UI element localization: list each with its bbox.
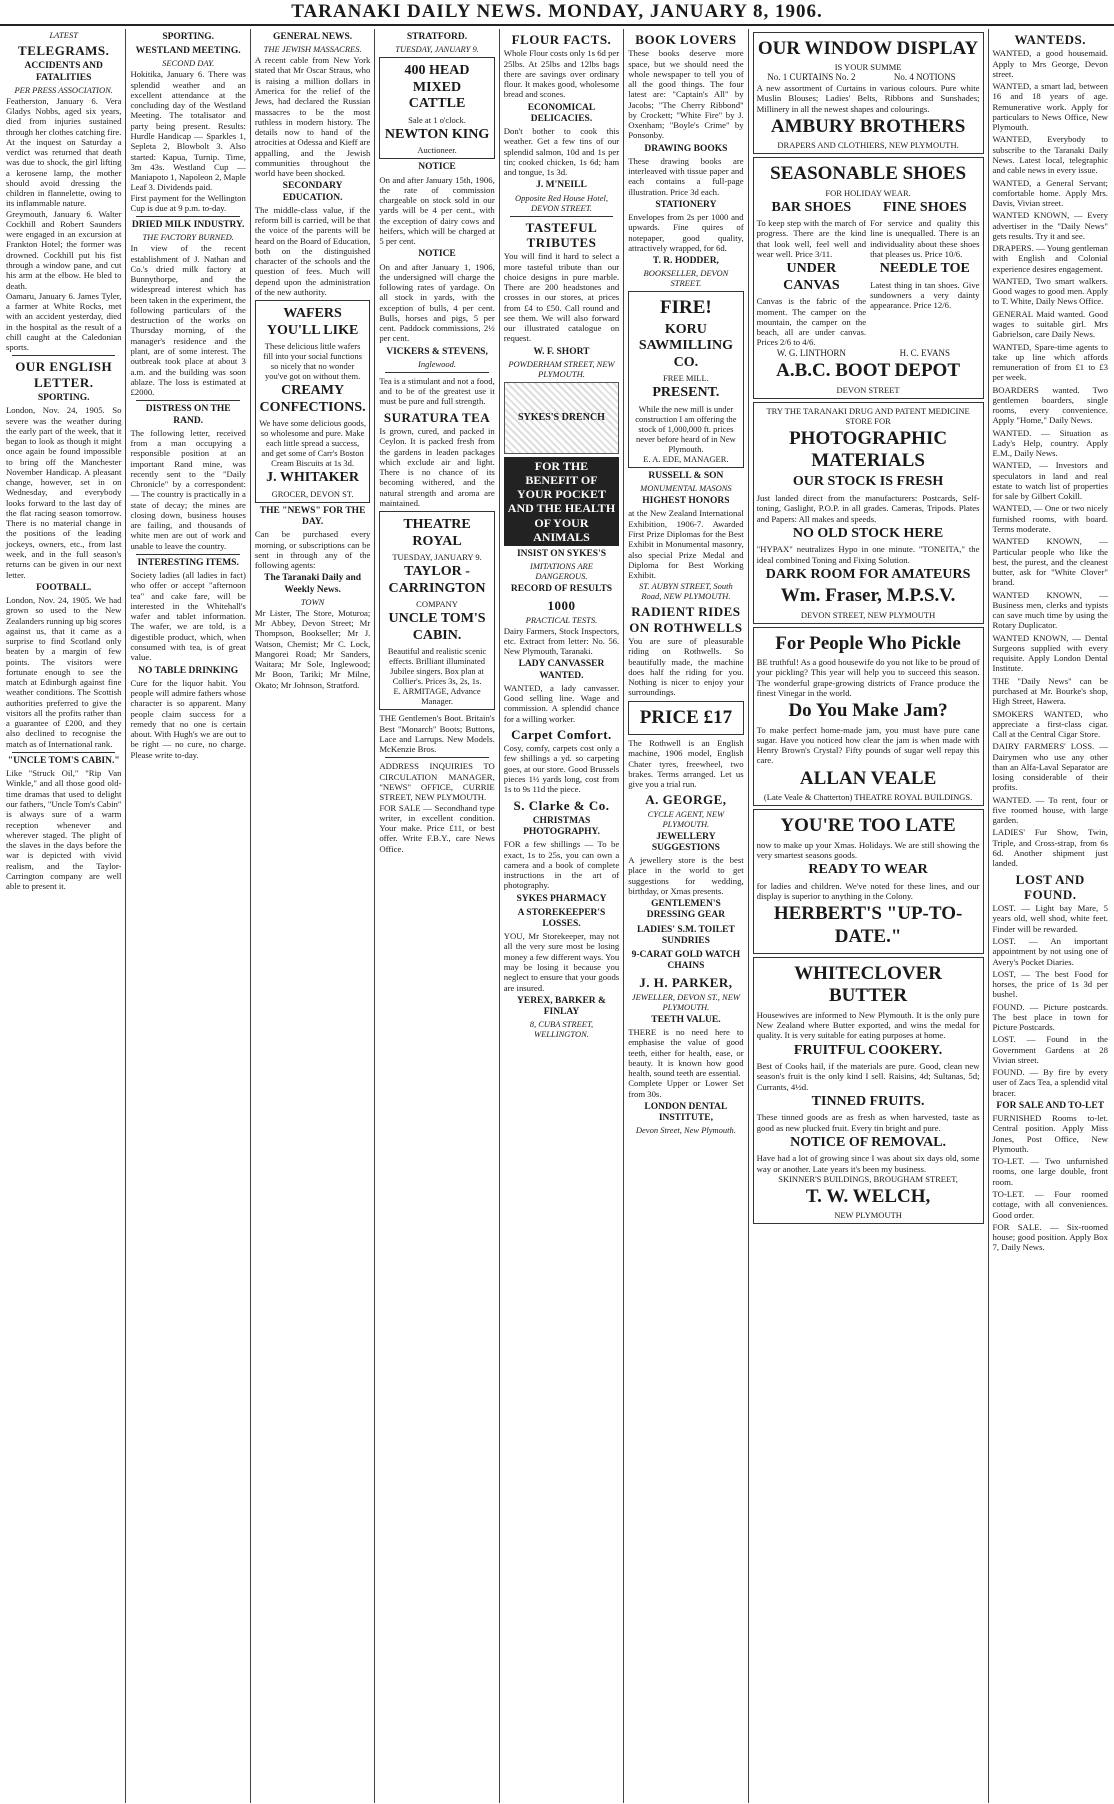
- koru-name: KORU SAWMILLING CO.: [638, 321, 733, 370]
- russell-sub: MONUMENTAL MASONS: [640, 483, 732, 494]
- classified-item: WANTED, — One or two nicely furnished rooms, with board. Terms moderate.: [992, 503, 1111, 535]
- ambury-name: AMBURY BROTHERS: [770, 115, 966, 137]
- veale-ad: [753, 627, 984, 806]
- jam-heading: Do You Make Jam?: [788, 700, 948, 722]
- storekeeper-heading: A STOREKEEPER'S LOSSES.: [517, 907, 606, 930]
- classified-item: WANTED, a General Servant; comfortable home. Apply Mrs. Davis, Vivian street.: [992, 177, 1111, 209]
- bar-shoes-box: [756, 198, 869, 260]
- classified-item: LADIES' Fur Show, Twin, Triple, and Cross-strap, from 6s 6d. Another shipment just landed.: [992, 827, 1111, 869]
- divider: [136, 554, 239, 555]
- article-body: Oamaru, January 6. James Tyler, a farmer at White Rocks, met with an accident yesterday, died in the hospital as the result of a chill caught at the Caledonian sports.: [6, 290, 124, 353]
- article-body: London, Nov. 24, 1905. So severe was the weather during the early part of the week, that it began to look as though it might once again be found impossible to bring off the Manchester November Handicap. A pleasant change, however, set in on Wednesday, and everybody looks forward to the last day of the flat racing season tomorrow. There is no material change in the positions of the leading jockeys, owners, etc., from last week, and in the full season's returns can be given in our next letter.: [6, 405, 124, 580]
- cow-illustration: [504, 382, 619, 454]
- accidents-subheading: ACCIDENTS AND FATALITIES: [24, 61, 103, 83]
- article-body: Greymouth, January 6. Walter Cockhill and Robert Saunders were engaged in an excursion at Frankton Hotel; the former was drowned. Cockhill put his fist through a window pane, and cut his arm at the elbow. He bled to death.: [6, 208, 124, 291]
- second-day-subheading: SECOND DAY.: [162, 58, 215, 69]
- classified-item: WANTED. — To rent, four or five roomed house, with large garden.: [992, 794, 1111, 826]
- classified-item: WANTED, Two smart walkers. Good wages to good men. Apply to T. White, Daily News Office.: [992, 275, 1111, 307]
- company-label: COMPANY: [416, 599, 458, 610]
- creamy-title: CREAMY CONFECTIONS.: [259, 383, 366, 415]
- wanteds-heading: WANTEDS.: [1014, 32, 1086, 47]
- classified-item: LOST, — The best Food for horses, the price of 1s 3d per bushel.: [992, 968, 1111, 1000]
- fine-shoes-title: FINE SHOES: [882, 199, 967, 215]
- welch-ad: [753, 957, 984, 1224]
- mneill-address: Opposite Red House Hotel, DEVON STREET.: [514, 192, 608, 213]
- lost-list: [992, 903, 1111, 1098]
- article-body: A recent cable from New York stated that Mr Oscar Straus, who is raising a million dollars in America for the relief of the Jews, had declared the Russian massacres to be the most ruthless in modern history. The details now to hand of the atrocities at Odessa and Kieff are appalling, and the Jewish communities throughout the world have been shocked.: [254, 55, 373, 179]
- notions-row: [757, 72, 980, 83]
- tasteful-heading: TASTEFUL TRIBUTES: [525, 219, 598, 250]
- play-title: UNCLE TOM'S CABIN.: [388, 611, 486, 643]
- classified-item: WANTED KNOWN, — Business men, clerks and typists can save much time by using the Rotary Duplicator.: [992, 589, 1111, 631]
- clover-body: Housewives are informed to New Plymouth. It is the only pure New Zealand where Butter exported, and wins the medal for quality. It is very suitable for eating purposes at home.: [756, 1009, 982, 1041]
- article-body: THERE is no need here to emphasise the value of good teeth, either for health, ease, or beauty. It is known how good health, sound teeth are essential.: [628, 1026, 746, 1079]
- theatre-ad: [379, 511, 494, 710]
- sporting-subheading: SPORTING.: [37, 393, 90, 404]
- russell-name: RUSSELL & SON: [648, 471, 724, 482]
- george-sub: CYCLE AGENT, NEW PLYMOUTH.: [647, 808, 725, 829]
- column-sporting: [126, 29, 250, 1803]
- fire-heading: FIRE!: [660, 297, 712, 319]
- parker-address: JEWELLER, DEVON ST., NEW PLYMOUTH.: [631, 991, 740, 1012]
- classified-item: WANTED, — Investors and speculators in land and real estate to watch list of properties for sale by Gilbert Cokill.: [992, 460, 1111, 502]
- herbert-ad: [753, 809, 984, 954]
- agents-list: Mr Lister, The Store, Moturoa; Mr Abbey, Devon Street; Mr Thompson, Bookseller; Mr J. Watson, Chemist; Mr C. Lock, Mangorei Road; Mr Sanders, Waitara; Mr Sole, Inglewood; Mr Boon, Tariki; Mr Milne, Okato; Mr Johnson, Stratford.: [254, 607, 373, 690]
- short-address: POWDERHAM STREET, NEW PLYMOUTH.: [508, 358, 615, 379]
- abc-sub: DEVON STREET: [836, 384, 900, 395]
- drawing-heading: DRAWING BOOKS: [644, 143, 728, 154]
- vickers-place: Inglewood.: [418, 358, 457, 369]
- stratford-date: TUESDAY, JANUARY 9.: [395, 44, 479, 55]
- company-name: TAYLOR - CARRINGTON: [388, 564, 486, 596]
- play-details: Beautiful and realistic scenic effects. Brilliant illuminated Jubilee singers. Box plan at Collier's. Prices 3s, 2s, 1s.: [387, 646, 487, 687]
- article-body: THE Gentlemen's Boot. Britain's Best "Monarch" Boots; Buttons, Lace and Larrups. New Models. McKenzie Bros.: [379, 713, 497, 755]
- record-heading: RECORD OF RESULTS: [510, 584, 613, 595]
- notions-label: No. 4 NOTIONS: [893, 72, 956, 83]
- news-heading: THE "NEWS" FOR THE DAY.: [259, 505, 366, 528]
- cattle-title: 400 HEAD MIXED CATTLE: [404, 63, 470, 112]
- article-body: Hokitika, January 6. There was splendid weather and an excellent attendance at the concluding day of the Westland Meeting. The totalisator and party being present. Results: Hurdle Handicap — Sparkles 1, Sepleta 2, Blowbolt 3. Also started: Kapua, Turnip. Time, 3m 43s. Westland Cup — Maniapoto 1, Napoleon 2, Maple Leaf 3. Dividends paid.: [130, 69, 249, 193]
- article-body: Like "Struck Oil," "Rip Van Winkle," and all those good old-time dramas that used to delight our fathers, "Uncle Tom's Cabin" is always sure of a warm reception whenever and wherever staged. The plight of the slaves in the days before the war is depicted with vivid realism, and the Taylor-Carrington company are well able to present it.: [6, 768, 124, 892]
- window-display-ad: [753, 32, 984, 154]
- economical-heading: ECONOMICAL DELICACIES.: [527, 102, 596, 124]
- secondary-education-heading: SECONDARY EDUCATION.: [282, 181, 343, 203]
- auctioneer-name: NEWTON KING: [384, 126, 490, 142]
- shoes-sub: FOR HOLIDAY WEAR.: [825, 187, 911, 198]
- column-books: [624, 29, 748, 1803]
- theatre-title: THEATRE ROYAL: [403, 517, 471, 549]
- columns: [0, 26, 1114, 1803]
- classified-item: BOARDERS wanted. Two gentlemen boarders, single rooms, every convenience. Apply "Home," Daily News.: [992, 384, 1111, 426]
- classified-item: TO-LET. — Two unfurnished rooms, one large double, front room.: [992, 1156, 1111, 1187]
- canvas-title: UNDER CANVAS: [783, 261, 840, 293]
- hodder-address: BOOKSELLER, DEVON STREET.: [643, 268, 729, 289]
- veale-sub: (Late Veale & Chatterton) THEATRE ROYAL BUILDINGS.: [763, 792, 973, 803]
- clarke-name: S. Clarke & Co.: [513, 797, 610, 813]
- fruitful-body: Best of Cooks hail, if the materials are pure. Good, clean new season's fruit is the only kind I sell. Raisins, 4d; Sultanas, 5d; Currants, 4½d.: [756, 1061, 982, 1092]
- late-heading: YOU'RE TOO LATE: [780, 815, 956, 837]
- photo-heading: PHOTOGRAPHIC MATERIALS: [789, 427, 948, 472]
- classified-item: TO-LET. — Four roomed cottage, with all conveniences. Good order.: [992, 1189, 1111, 1220]
- sykes-drench-label: SYKES'S DRENCH: [517, 412, 605, 423]
- article-body: Cosy, comfy, carpets cost only a few shillings a yd. so carpeting goes, at our store. Good Brussels pieces 1½ yards long, cost from 1s to 9s 11d the piece.: [503, 743, 622, 795]
- classified-item: WANTED KNOWN, — Particular people who like the best, the purest, and the cleanest butter, ask for "White Clover" brand.: [992, 536, 1111, 588]
- masthead: [0, 0, 1114, 26]
- stock-body: Just landed direct from the manufacturers: Postcards, Self-toning, Gaslight, P.O.P. in all grades. Cameras, Tripods. Plates and Papers: All makes and speeds.: [756, 493, 982, 524]
- whitaker-address: GROCER, DEVON ST.: [271, 488, 354, 499]
- shoes-row-2: [757, 259, 980, 347]
- window-body: A new assortment of Curtains in various colours. Pure white Muslin Blouses; Ladies' Belts, Ribbons and Sunshades; Millinery in all the newest shapes and colourings.: [756, 83, 982, 114]
- wafers-title: WAFERS YOU'LL LIKE: [266, 306, 359, 338]
- classified-item: DRAPERS. — Young gentleman with English and Colonial experience desires engagement.: [992, 243, 1111, 274]
- shoes-heading: SEASONABLE SHOES: [770, 163, 967, 185]
- wafers-text: These delicious little wafers fill into your social functions so nicely that no wonder you've got on without them.: [263, 341, 362, 382]
- classified-item: SMOKERS WANTED, who appreciate a first-class cigar. Call at the Central Cigar Store.: [992, 708, 1111, 740]
- column-stratford: [375, 29, 499, 1803]
- article-body: A jewellery store is the best place in the world to get suggestions for wedding, birthday, or Xmas presents.: [628, 855, 746, 896]
- pickle-heading: For People Who Pickle: [775, 632, 961, 654]
- article-body: These books deserve more space, but we should need the whole newspaper to tell you of all the good things. The four latest are: "Captain's All" by Jacobs; "The Cherry Ribbond" by Crockett; "White Fire" by J. Oxenham; "Boyle's Crime" by Ponsonby.: [628, 48, 746, 141]
- creamy-text: We have some delicious goods, so wholesome and pure. Make each little spread a success, and get some of Carr's Boston Cream Biscuits at 1s 3d.: [259, 418, 366, 469]
- george-name: A. GEORGE,: [645, 792, 727, 808]
- present-heading: PRESENT.: [652, 385, 720, 401]
- lady-heading: LADY CANVASSER WANTED.: [518, 659, 605, 681]
- dental-address: Devon Street, New Plymouth.: [635, 1125, 736, 1136]
- classified-item: WANTED, Everybody to subscribe to the Taranaki Daily News. Latest local, telegraphic and cable news in every issue.: [992, 134, 1111, 176]
- christmas-heading: CHRISTMAS PHOTOGRAPHY.: [523, 815, 600, 838]
- article-body: The middle-class value, if the reform bill is carried, will be that the voice of the parents will be heard on the Board of Education, both on the distinguished character of the schools and the question of fees. Much will depend upon the administration of the new authority.: [254, 204, 373, 297]
- ready-heading: READY TO WEAR: [808, 862, 928, 878]
- darkroom-heading: DARK ROOM FOR AMATEURS: [765, 566, 971, 582]
- removal-heading: NOTICE OF REMOVAL.: [790, 1134, 947, 1150]
- abc-name: A.B.C. BOOT DEPOT: [776, 360, 961, 382]
- article-body: FOR a few shillings — To be exact, 1s to 25s, you can own a camera and a book of complete instructions in the art of photography.: [503, 839, 622, 891]
- carpet-heading: Carpet Comfort.: [511, 726, 612, 742]
- welch-sub: NEW PLYMOUTH: [834, 1210, 902, 1221]
- general-news-heading: GENERAL NEWS.: [273, 32, 353, 42]
- notice-body: On and after January 15th, 1906, the rate of commission chargeable on stock sold in our yards will be 4 per cent., with the exception of dairy cows and heifers, which will be charged at 5 per cent.: [379, 174, 497, 247]
- parker-name: J. H. PARKER,: [639, 975, 733, 991]
- column-general-news: [251, 29, 375, 1803]
- sykes-banner: FOR THE BENEFIT OF YOUR POCKET AND THE HEALTH OF YOUR ANIMALS: [504, 457, 619, 546]
- article-body: Dairy Farmers, Stock Inspectors, etc. Extract from letter: No. 56. New Plymouth, Taranaki.: [503, 625, 622, 657]
- article-body: Don't bother to cook this weather. Get a few tins of our splendid salmon, 10d and 1s per tin; cooked chicken, 1s 6d; ham and tongue, 1s 3d.: [503, 126, 622, 178]
- suratura-heading: SURATURA TEA: [383, 409, 491, 425]
- ambury-sub: DRAPERS AND CLOTHIERS, NEW PLYMOUTH.: [777, 140, 959, 151]
- massacres-subheading: THE JEWISH MASSACRES.: [263, 44, 362, 55]
- clover-heading: WHITECLOVER BUTTER: [794, 962, 942, 1007]
- hypax-body: "HYPAX" neutralizes Hypo in one minute. "TONEITA," the ideal combined Toning and Fixing Solution.: [756, 544, 982, 565]
- stratford-heading: STRATFORD.: [406, 32, 468, 42]
- article-body: The Rothwell is an English machine, 1906 model, English Chater tyres, freewheel, two brakes. Terms arranged. Let us give you a trial run.: [628, 738, 746, 790]
- milk-subheading: THE FACTORY BURNED.: [142, 232, 234, 243]
- bar-shoes-text: To keep step with the march of progress. There are the kind that look well, feel well and wear well. Price 3/11.: [756, 218, 869, 259]
- article-body: at the New Zealand International Exhibition, 1906-7. Awarded First Prize Diplomas for the Best Exhibit in Monumental masonry, also special Prize Medal and Diploma for Best Working Exhibit.: [628, 508, 746, 581]
- classified-item: WANTED. — Situation as Lady's Help, country. Apply E.M., Daily News.: [992, 427, 1111, 459]
- article-body: WANTED, a lady canvasser. Good selling line. Wage and commission. A splendid chance for a willing worker.: [503, 682, 622, 724]
- gentlemen-heading: GENTLEMEN'S DRESSING GEAR: [646, 899, 726, 921]
- lost-found-heading: LOST AND FOUND.: [1015, 871, 1085, 902]
- classified-item: FURNISHED Rooms to-let. Central position. Apply Miss Jones, Post Office, New Plymouth.: [992, 1113, 1111, 1154]
- football-subheading: FOOTBALL.: [36, 582, 92, 593]
- window-heading: OUR WINDOW DISPLAY: [757, 38, 979, 59]
- shoes-row-1: [757, 198, 980, 260]
- divider: [510, 216, 613, 217]
- divider: [12, 355, 115, 356]
- auctioneer-role: Auctioneer.: [417, 145, 457, 156]
- divider: [12, 752, 115, 753]
- article-body: Cure for the liquor habit. You people will admire fathers whose character is so apparent. Many people claim success for a remedy that no one is certain about. With Hugh's we are out to be right — no cure, no charge. Please write to-day.: [130, 677, 249, 760]
- curtains-label: No. 1 CURTAINS No. 2: [767, 72, 856, 83]
- classified-item: WANTED, Spare-time agents to take up line which affords remuneration of from £1 to £3 per week.: [992, 341, 1111, 383]
- article-body: You will find it hard to select a more tasteful tribute than our choice designs in pure marble. There are 200 headstones and crosses in our stores, at prices from £4 to £50. Call round and see them. We will also forward our illustrated catalogue on request.: [503, 251, 622, 344]
- classified-item: LOST. — Light bay Mare, 5 years old, well shod, white feet. Finder will be rewarded.: [992, 903, 1111, 934]
- fruitful-heading: FRUITFUL COOKERY.: [793, 1042, 943, 1058]
- drug-store-line: TRY THE TARANAKI DRUG AND PATENT MEDICINE STORE FOR: [766, 405, 970, 426]
- article-body: Can be purchased every morning, or subscriptions can be sent in through any of the following agents:: [254, 529, 373, 571]
- classified-item: FOR SALE. — Six-roomed house; good position. Apply Box 7, Daily News.: [992, 1221, 1111, 1253]
- article-body: Whole Flour costs only 1s 6d per 25lbs. At 25lbs and 12lbs bags there are savings over ordinary flour. It makes good, wholesome bread and scones.: [503, 48, 622, 100]
- fine-shoes-text: For service and quality this line is unequalled. There is an individuality about these shoes that pleases us. Price 10/6.: [870, 218, 982, 259]
- classified-item: DAIRY FARMERS' LOSS. — Dairymen who use any other than an Alfa-Laval Separator are losing considerable of their profits.: [992, 741, 1111, 793]
- article-body: Featherston, January 6. Vera Gladys Nobbs, aged six years, died from injuries sustained through her clothes catching fire. At the inquest on Saturday a verdict was returned that death was due to shock, the girl lifting a kerosene lamp, the mother should avoid dressing the children in flannelette, owing to its inflammable nature.: [6, 95, 124, 209]
- classified-item: WANTED, a smart lad, between 16 and 18 years of age. Remunerative work. Apply for particulars to News Office, New Plymouth.: [992, 81, 1111, 133]
- agents-label: TOWN: [300, 596, 325, 607]
- koru-manager: E. A. EDE, MANAGER.: [643, 454, 729, 465]
- record-number: 1000: [547, 598, 576, 614]
- proprietors-row: [757, 348, 980, 359]
- article-body: These drawing books are interleaved with tissue paper and each contains a full-page illustration. Price 3d each.: [628, 155, 746, 197]
- milk-heading: DRIED MILK INDUSTRY.: [131, 220, 245, 231]
- classified-item: FOUND. — Picture postcards. The best place in town for Picture Postcards.: [992, 1001, 1111, 1033]
- divider: [136, 216, 239, 217]
- dental-name: LONDON DENTAL INSTITUTE,: [644, 1101, 728, 1124]
- bar-shoes-title: BAR SHOES: [771, 199, 852, 215]
- article-body: Tea is a stimulant and not a food, and to be of the greatest use it must be pure and full strength.: [379, 375, 497, 407]
- sundries-heading: LADIES' S.M. TOILET SUNDRIES: [636, 924, 735, 946]
- article-body: London, Nov. 24, 1905. We had grown so used to the New Zealanders running up big scores against us, that it came as a surprise to find Scotland only beaten by a margin of few points. The visitors were fortunate enough to see the match at Edinburgh against fine weather conditions. The Scottish authorities preferred to give the visitors all the profits rather than a guarantee of £200, and they also declined to recognise the match as of International rank.: [6, 594, 124, 749]
- koru-ad: [628, 291, 743, 468]
- removal-body: Have had a lot of growing since I was about six days old, some way or another. Late years it's been my business.: [756, 1153, 982, 1174]
- herbert-name: HERBERT'S "UP-TO-DATE.": [773, 903, 963, 947]
- english-letter-heading: OUR ENGLISH LETTER.: [15, 359, 113, 390]
- tinned-heading: TINNED FRUITS.: [811, 1093, 925, 1109]
- sale-list: [992, 1113, 1111, 1253]
- honors-heading: HIGHEST HONORS: [642, 496, 730, 507]
- canvas-box: [756, 259, 869, 348]
- wafers-ad: [255, 300, 370, 503]
- article-body: Is grown, cured, and packed in Ceylon. It is packed fresh from the gardens in leaden packages which exclude air and light. There is no chance of its becoming withered, and the natural strength and aroma are maintained.: [379, 426, 497, 508]
- article-body: You are sure of pleasurable riding on Rothwells. So beautifully made, the machine does half the riding for you. Nothing is nicer to enjoy your surroundings.: [628, 636, 746, 698]
- yerex-name: YEREX, BARKER & FINLAY: [517, 995, 606, 1018]
- book-lovers-heading: BOOK LOVERS: [635, 32, 737, 47]
- kicker: LATEST: [49, 30, 78, 40]
- theatre-date: TUESDAY, JANUARY 9.: [392, 552, 482, 563]
- column-wanteds: [989, 29, 1112, 1803]
- welch-name: T. W. WELCH,: [805, 1185, 931, 1207]
- veale-name: ALLAN VEALE: [799, 767, 937, 789]
- article-body: FOR SALE — Secondhand type writer, in excellent condition. Your make. Price £11, or best offer. Write F.B.Y., care News Office.: [379, 802, 497, 854]
- telegrams-heading: TELEGRAMS.: [18, 43, 110, 59]
- article-body: Society ladies (all ladies in fact) who offer or accept "afternoon tea" and cake fare, will be interested in the Whitehall's wafer and tablet information. The wafer, we are told, is a digestible product, which, when consumed with tea, is of great value.: [130, 570, 249, 663]
- column-advertisements: [749, 29, 989, 1803]
- no-table-heading: NO TABLE DRINKING: [138, 665, 239, 676]
- classified-item: WANTED KNOWN, — Every advertiser in the "Daily News" gets results. Try it and see.: [992, 210, 1111, 241]
- divider: [385, 757, 488, 758]
- column-telegrams: [2, 29, 126, 1803]
- price-heading: PRICE £17: [639, 706, 733, 728]
- jewellery-heading: JEWELLERY SUGGESTIONS: [651, 831, 720, 853]
- needle-box: [870, 259, 982, 347]
- ready-body: for ladies and children. We've noted for these lines, and our display is superior to anything in the Colony.: [756, 880, 982, 901]
- jam-body: To make perfect home-made jam, you must have pure cane sugar. Have you noticed how clear the jam is when made with Henry Brown's Crystal? Fifty pounds of sugar well repay this care.: [756, 724, 982, 766]
- weekly-heading: The Taranaki Daily and Weekly News.: [264, 573, 362, 595]
- sykes-insist: INSIST ON SYKES'S: [516, 548, 606, 559]
- notice-heading: NOTICE: [418, 162, 456, 173]
- whitaker-name: J. WHITAKER: [266, 470, 360, 486]
- article-body: In view of the recent establishment of J. Nathan and Co.'s dried milk factory at Bunnythorpe, and the widespread interest which has been taken in the experiment, the following particulars of the destruction of the works on Thursday morning, of the manager's residence and the plant, are of some interest. The outbreak took place at about 3 a.m. and the building was soon ablaze. The loss is estimated at £2000.: [130, 243, 249, 398]
- divider: [385, 372, 488, 373]
- rand-heading: DISTRESS ON THE RAND.: [145, 404, 231, 426]
- classified-item: LOST. — An important appointment by not using one of Avery's Pocket Diaries.: [992, 935, 1111, 967]
- short-name: W. F. SHORT: [533, 346, 590, 357]
- article-body: Envelopes from 2s per 1000 and upwards. Fine quires of notepaper, good quality, attractively wrapped, for 6d.: [628, 212, 746, 253]
- classified-item: WANTED, a good housemaid. Apply to Mrs George, Devon street.: [992, 48, 1111, 79]
- shoes-ad: [753, 157, 984, 398]
- notice-body: On and after January 1, 1906, the undersigned will charge the following rates of yardage. On all stock in yards, with the exception of bulls, 4 per cent. Bulls, horses and pigs, 5 per cent. Paddock commissions, 2½ per cent.: [379, 261, 497, 344]
- canvas-text: Canvas is the fabric of the moment. The camper on the mountain, the camper on the beach, all are under canvas. Prices 2/6 to 4/6.: [756, 296, 869, 348]
- article-body: The following letter, received from a man occupying a responsible position at an important Rand mine, was recently sent to the "Daily Chronicle" by a correspondent: — The country is practically in a state of decay; the mines are closing down, business houses are failing, and thousands of white men are out of work and unable to leave the country.: [130, 427, 249, 551]
- tinned-body: These tinned goods are as fresh as when harvested, taste as good as new plucked fruit. Every tin bright and pure.: [756, 1112, 982, 1133]
- sykes-warning: IMITATIONS ARE DANGEROUS.: [530, 561, 593, 582]
- fraser-address: DEVON STREET, NEW PLYMOUTH: [800, 609, 936, 620]
- stationery-heading: STATIONERY: [655, 199, 717, 210]
- byline: PER PRESS ASSOCIATION.: [14, 84, 113, 95]
- article-body: First payment for the Wellington Cup is due at 9 p.m. to-day.: [130, 192, 249, 213]
- flour-heading: FLOUR FACTS.: [511, 32, 612, 47]
- carat-heading: 9-CARAT GOLD WATCH CHAINS: [631, 950, 741, 972]
- fraser-name: Wm. Fraser, M.P.S.V.: [780, 585, 956, 607]
- mneill-name: J. M'NEILL: [536, 180, 587, 191]
- needle-text: Latest thing in tan shoes. Give sundowners a very dainty appearance. Price 12/6.: [870, 279, 982, 311]
- masthead-title: TARANAKI DAILY NEWS.: [291, 1, 543, 22]
- divider: [136, 400, 239, 401]
- sporting-heading: SPORTING.: [162, 32, 214, 42]
- masthead-date: MONDAY, JANUARY 8, 1906.: [548, 1, 823, 22]
- radiant-heading: RADIENT RIDES ON ROTHWELLS: [629, 604, 743, 635]
- classified-item: FOUND. — By fire by every user of Zacs Tea, a splendid vital bracer.: [992, 1067, 1111, 1098]
- classified-item: GENERAL Maid wanted. Good wages to suitable girl. Mrs Gabrielson, care Daily News.: [992, 308, 1111, 340]
- notice-heading: NOTICE: [418, 249, 456, 260]
- yerex-address: 8, CUBA STREET, WELLINGTON.: [529, 1019, 594, 1040]
- uncle-tom-heading: "UNCLE TOM'S CABIN.": [7, 755, 120, 766]
- cattle-ad: [379, 57, 494, 159]
- late-body: now to make up your Xmas. Holidays. We are still showing the very smartest seasons goods.: [756, 839, 982, 860]
- window-sub: IS YOUR SUMME: [834, 62, 902, 73]
- advance-manager: E. ARMITAGE, Advance Manager.: [393, 686, 481, 707]
- pickle-body: BE truthful! As a good housewife do you not like to be proud of your pickling? This year will help you to succeed this season. The wonderful grape-growing districts of France produce the finest Vinegar in the world.: [756, 657, 982, 698]
- classified-item: WANTED KNOWN, — Dental Surgeons supplied with every requisite. Apply London Dental Institute.: [992, 632, 1111, 674]
- stock-heading: OUR STOCK IS FRESH: [792, 474, 944, 490]
- fine-shoes-box: [870, 198, 982, 260]
- cattle-time: Sale at 1 o'clock.: [408, 114, 466, 125]
- evans-name: H. C. EVANS: [899, 347, 950, 358]
- skinner-address: SKINNER'S BUILDINGS, BROUGHAM STREET,: [778, 1173, 958, 1184]
- article-body: YOU, Mr Storekeeper, may not all the very sure most be losing money a few different ways. You may be losing it because you neglect to ensure that your goods are insured.: [503, 931, 622, 993]
- wanted-list: [992, 48, 1111, 869]
- teeth-heading: TEETH VALUE.: [651, 1014, 721, 1025]
- classified-item: THE "Daily News" can be purchased at Mr. Bourke's shop, High Street, Hawera.: [992, 675, 1111, 707]
- record-sub: PRACTICAL TESTS.: [525, 614, 598, 625]
- needle-title: NEEDLE TOE: [879, 261, 970, 277]
- koru-sub: FREE MILL.: [663, 373, 709, 384]
- hodder-name: T. R. HODDER,: [652, 256, 719, 267]
- vickers-name: VICKERS & STEVENS,: [386, 346, 488, 357]
- column-flour: [500, 29, 624, 1803]
- russell-address: ST. AUBYN STREET, South Road, NEW PLYMOUTH.: [639, 581, 733, 602]
- interesting-heading: INTERESTING ITEMS.: [137, 557, 239, 568]
- present-body: While the new mill is under construction I am offering the stock of 1,000,000 ft. prices never before heard of in New Plymouth.: [635, 403, 737, 455]
- sale-heading: FOR SALE AND TO-LET: [996, 1100, 1105, 1111]
- classified-item: LOST. — Found in the Government Gardens at 28 Vivian street.: [992, 1034, 1111, 1065]
- westland-heading: WESTLAND MEETING.: [135, 46, 241, 57]
- stale-heading: NO OLD STOCK HERE: [792, 525, 944, 541]
- linthorn-name: W. G. LINTHORN: [776, 347, 846, 358]
- article-body: ADDRESS INQUIRIES TO CIRCULATION MANAGER, "NEWS" OFFICE, CURRIE STREET, NEW PLYMOUTH.: [379, 761, 497, 803]
- photo-ad: [753, 402, 984, 624]
- sykes-pharmacy: SYKES PHARMACY: [516, 893, 607, 904]
- teeth-price: Complete Upper or Lower Set from 30s.: [628, 1078, 746, 1099]
- price-box: [628, 701, 743, 735]
